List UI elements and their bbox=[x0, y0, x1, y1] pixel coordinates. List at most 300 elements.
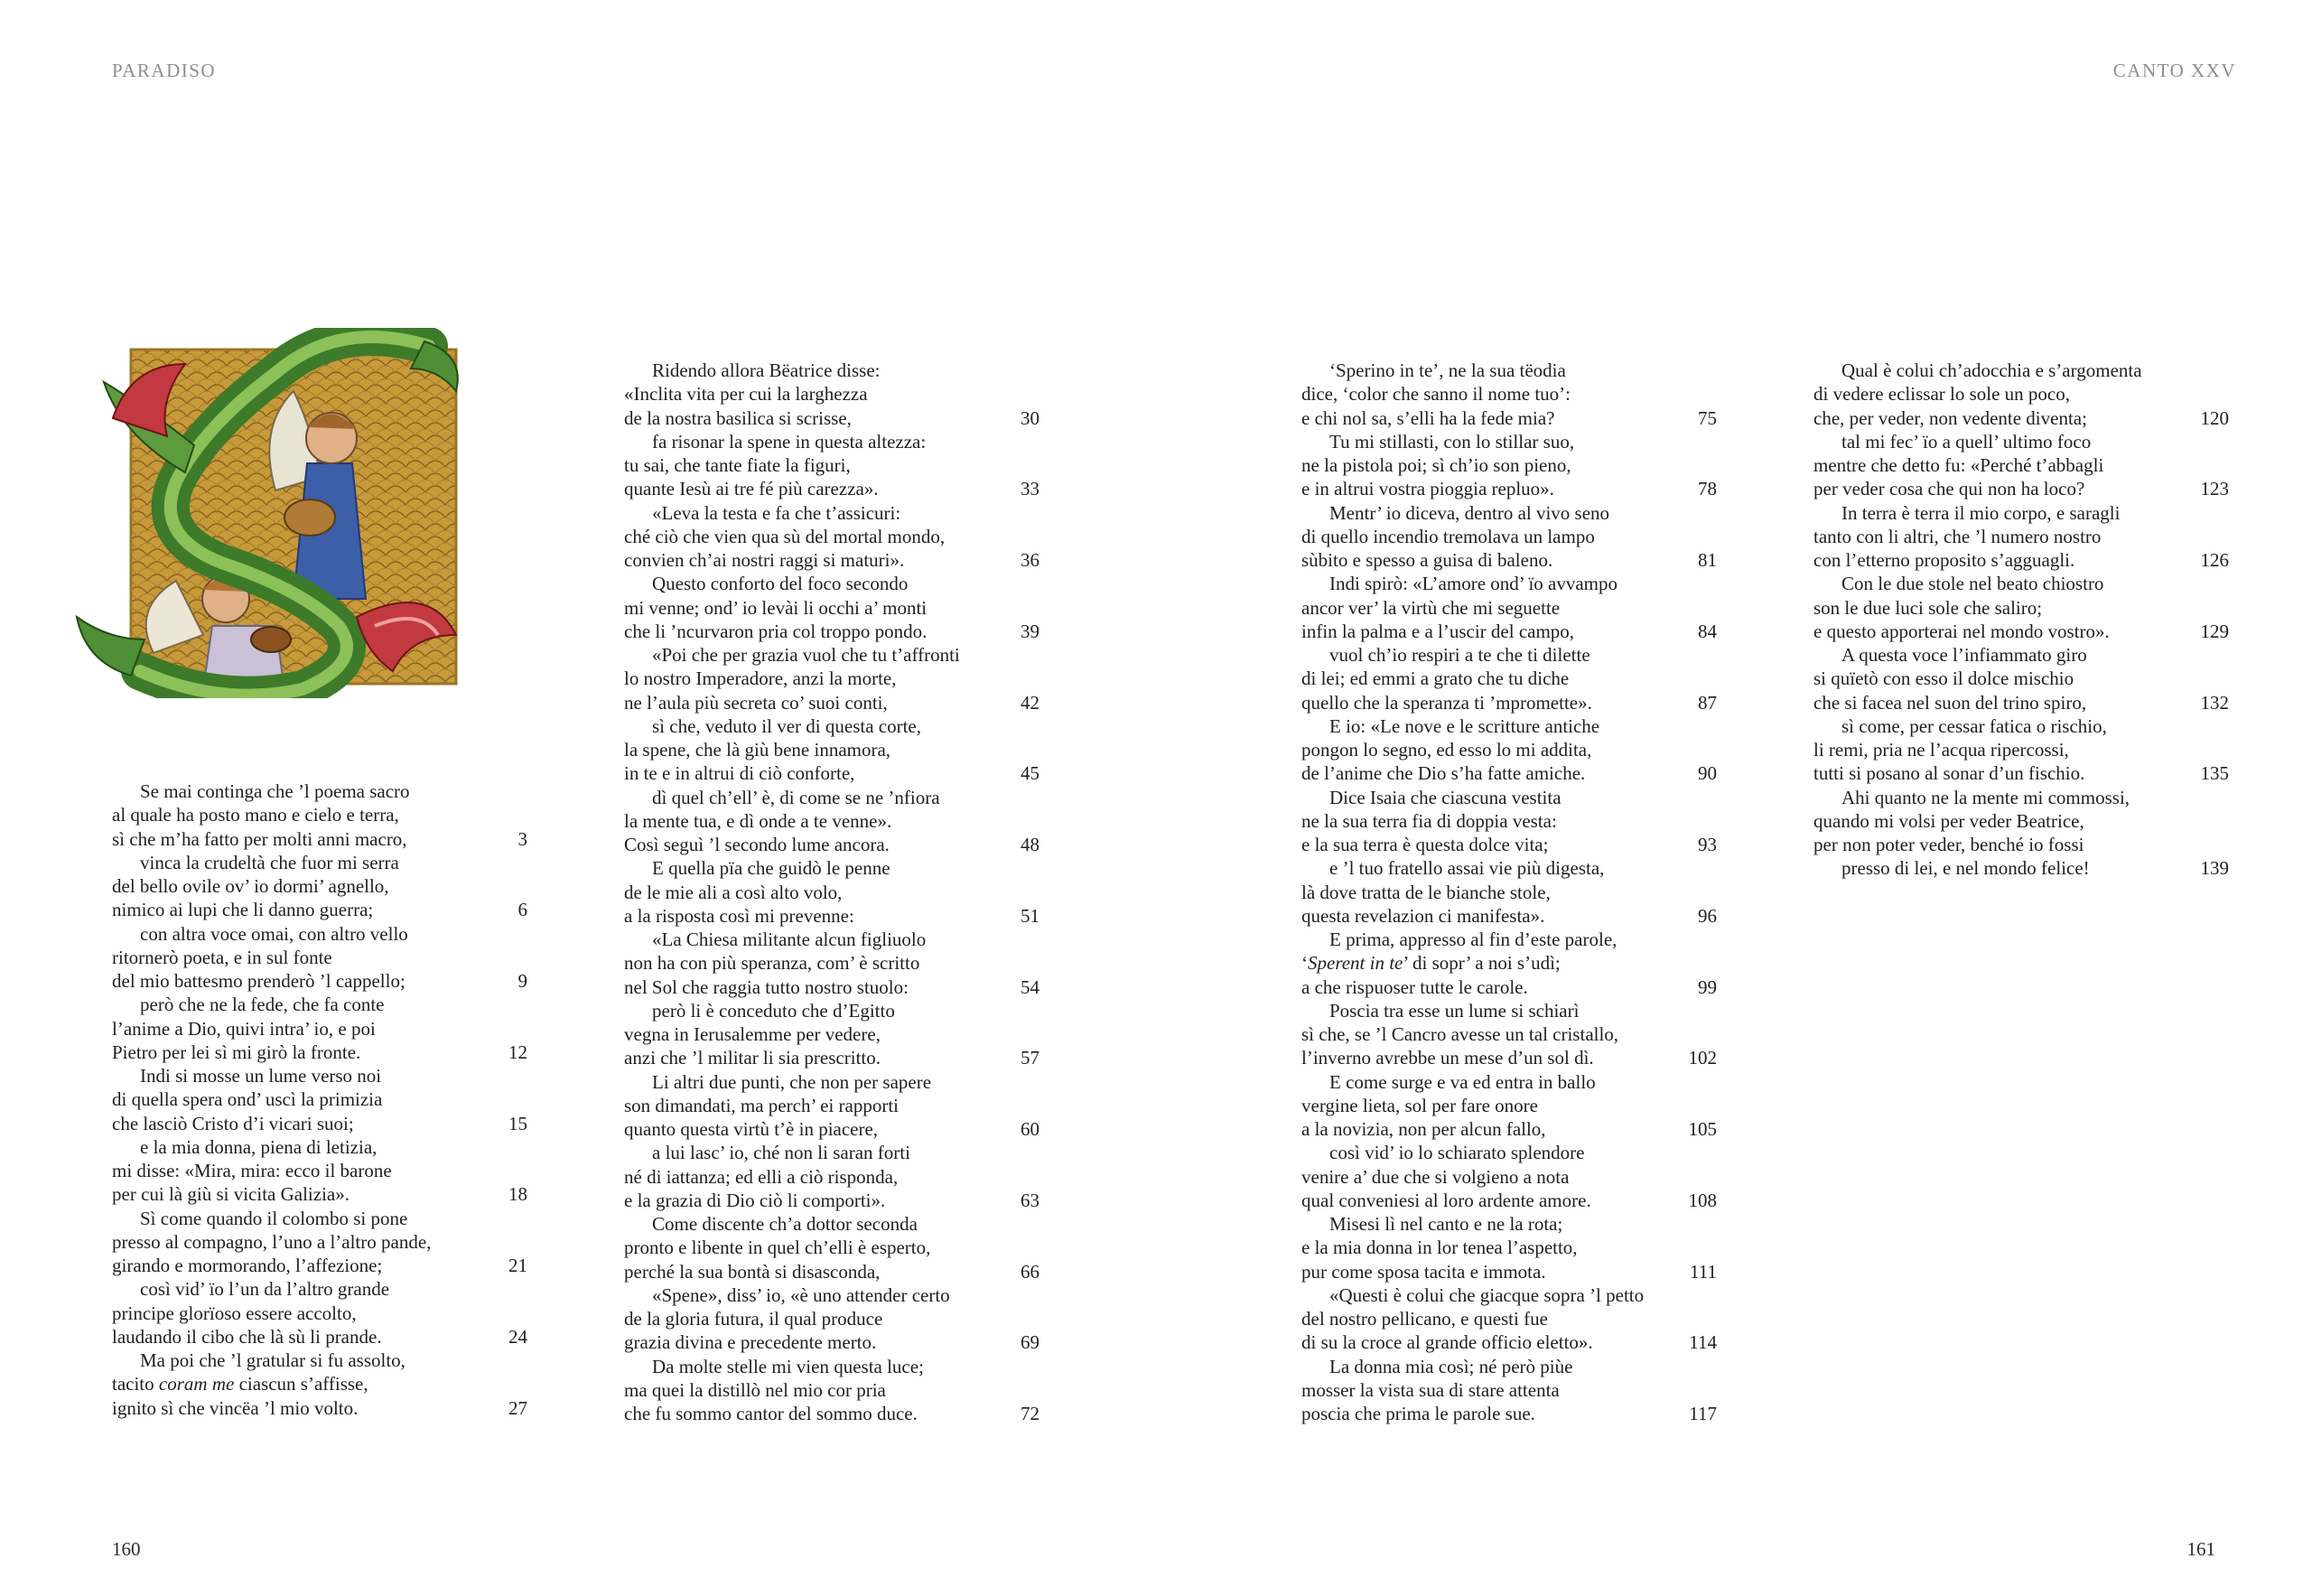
line-number: 117 bbox=[1689, 1403, 1717, 1424]
verse-text: ignito sì che vincëa ’l mio volto. bbox=[112, 1396, 359, 1419]
verse-line bbox=[624, 1165, 1039, 1189]
line-number: 90 bbox=[1698, 762, 1717, 785]
verse-text: sì che, veduto il ver di questa corte, bbox=[652, 714, 921, 737]
verse-line bbox=[1301, 1117, 1717, 1141]
verse-line bbox=[624, 1283, 1039, 1307]
verse-text: Con le due stole nel beato chiostro bbox=[1841, 573, 2104, 595]
verse-text: girando e mormorando, l’affezione; bbox=[112, 1255, 383, 1276]
verse-text: quando mi volsi per veder Beatrice, bbox=[1813, 809, 2084, 832]
verse-text: e questo apporterai nel mondo vostro». bbox=[1813, 620, 2110, 642]
line-number: 75 bbox=[1698, 406, 1717, 429]
line-number: 129 bbox=[2200, 620, 2229, 642]
page-number-left: 160 bbox=[112, 1538, 141, 1560]
verse-line bbox=[1813, 738, 2229, 761]
verse-line bbox=[624, 761, 1039, 785]
verse-text: «Poi che per grazia vuol che tu t’affronti bbox=[652, 644, 960, 666]
illuminated-initial-image bbox=[68, 328, 467, 698]
verse-text: così vid’ ïo l’un da l’altro grande bbox=[140, 1278, 390, 1301]
verse-text: «Questi è colui che giacque sopra ’l petto bbox=[1329, 1283, 1645, 1306]
verse-text: che, per veder, non vedente diventa; bbox=[1813, 406, 2087, 429]
verse-text: lo nostro Imperadore, anzi la morte, bbox=[624, 667, 897, 690]
verse-line bbox=[1301, 1236, 1717, 1259]
line-number: 39 bbox=[1021, 620, 1039, 642]
verse-line bbox=[624, 714, 1039, 738]
verse-text: Li altri due punti, che non per sapere bbox=[652, 1070, 932, 1093]
verse-line bbox=[624, 881, 1039, 904]
verse-text: dì quel ch’ell’ è, di come se ne ’nfiora bbox=[652, 786, 940, 808]
verse-text: «Leva la testa e fa che t’assicuri: bbox=[652, 501, 901, 524]
verse-text: Pietro per lei sì mi girò la fronte. bbox=[112, 1041, 361, 1063]
verse-line bbox=[1813, 359, 2229, 382]
verse-line bbox=[1813, 643, 2229, 667]
verse-text: si quïetò con esso il dolce mischio bbox=[1813, 667, 2074, 690]
verse-line bbox=[624, 1260, 1039, 1283]
verse-column-1 bbox=[112, 779, 527, 1420]
verse-text: e la sua terra è questa dolce vita; bbox=[1301, 834, 1549, 855]
verse-text: e la grazia di Dio ciò li comporti». bbox=[624, 1189, 886, 1211]
verse-text: vinca la crudeltà che fuor mi serra bbox=[140, 851, 399, 873]
line-number: 93 bbox=[1698, 834, 1717, 855]
verse-text: Mentr’ io diceva, dentro al vivo seno bbox=[1329, 501, 1610, 524]
verse-line bbox=[1301, 761, 1717, 785]
verse-text: di su la croce al grande officio eletto». bbox=[1301, 1331, 1593, 1354]
verse-line bbox=[624, 477, 1039, 500]
line-number: 45 bbox=[1021, 762, 1039, 785]
verse-text: son le due luci sole che saliro; bbox=[1813, 596, 2043, 619]
verse-text: ne la pistola poi; sì ch’io son pieno, bbox=[1301, 454, 1571, 476]
verse-text: quante Iesù ai tre fé più carezza». bbox=[624, 478, 879, 500]
verse-line bbox=[1301, 1378, 1717, 1402]
verse-text: venire a’ due che si volgieno a nota bbox=[1301, 1165, 1570, 1188]
line-number: 33 bbox=[1021, 478, 1039, 500]
line-number: 135 bbox=[2200, 762, 2229, 785]
line-number: 72 bbox=[1021, 1403, 1039, 1424]
verse-text-part: ciascun s’affisse, bbox=[234, 1373, 368, 1395]
verse-text: «Inclita vita per cui la larghezza bbox=[624, 383, 868, 406]
verse-line bbox=[112, 1254, 527, 1277]
verse-line bbox=[1813, 667, 2229, 690]
verse-line bbox=[1813, 453, 2229, 477]
verse-line bbox=[112, 851, 527, 874]
verse-text: non ha con più speranza, com’ è scritto bbox=[624, 952, 920, 975]
verse-line bbox=[112, 1135, 527, 1159]
verse-text: de l’anime che Dio s’ha fatte amiche. bbox=[1301, 762, 1586, 785]
verse-line bbox=[1301, 572, 1717, 595]
verse-line bbox=[112, 1349, 527, 1372]
verse-text: Ahi quanto ne la mente mi commossi, bbox=[1841, 786, 2130, 808]
verse-text: nel Sol che raggia tutto nostro stuolo: bbox=[624, 975, 909, 998]
verse-line bbox=[1301, 833, 1717, 856]
verse-line bbox=[112, 1041, 527, 1064]
verse-text: sì come, per cessar fatica o rischio, bbox=[1841, 714, 2107, 737]
verse-text: pongon lo segno, ed esso lo mi addita, bbox=[1301, 739, 1592, 761]
line-number: 102 bbox=[1688, 1047, 1717, 1069]
verse-line bbox=[1301, 928, 1717, 951]
verse-line bbox=[112, 1207, 527, 1230]
verse-line bbox=[624, 1070, 1039, 1094]
verse-italic-text: Sperent in te bbox=[1308, 952, 1403, 975]
verse-line bbox=[1813, 833, 2229, 856]
verse-text: Così seguì ’l secondo lume ancora. bbox=[624, 834, 890, 855]
verse-line bbox=[1301, 1402, 1717, 1425]
verse-line bbox=[624, 951, 1039, 975]
verse-text: de le mie ali a così alto volo, bbox=[624, 881, 843, 903]
line-number: 111 bbox=[1690, 1260, 1717, 1283]
verse-line bbox=[1301, 359, 1717, 382]
verse-line bbox=[624, 1378, 1039, 1402]
verse-line bbox=[624, 1330, 1039, 1354]
verse-line bbox=[1301, 501, 1717, 525]
verse-line bbox=[112, 1230, 527, 1254]
verse-text: né di iattanza; ed elli a ciò risponda, bbox=[624, 1165, 899, 1188]
verse-line bbox=[1813, 548, 2229, 572]
verse-line bbox=[624, 1189, 1039, 1212]
verse-line bbox=[1301, 1189, 1717, 1212]
verse-text: dice, ‘color che sanno il nome tuo’: bbox=[1301, 383, 1571, 406]
line-number: 42 bbox=[1021, 691, 1039, 714]
verse-text: Da molte stelle mi vien questa luce; bbox=[652, 1355, 924, 1377]
verse-line bbox=[624, 453, 1039, 477]
verse-italic-text: coram me bbox=[158, 1373, 235, 1395]
verse-text: del mio battesmo prenderò ’l cappello; bbox=[112, 970, 406, 992]
line-number: 105 bbox=[1688, 1118, 1717, 1140]
verse-text: sì che, se ’l Cancro avesse un tal cristallo, bbox=[1301, 1023, 1619, 1045]
verse-text: di lei; ed emmi a grato che tu diche bbox=[1301, 667, 1570, 690]
verse-line bbox=[112, 1087, 527, 1111]
verse-line bbox=[1301, 714, 1717, 738]
verse-text: convien ch’ai nostri raggi si maturi». bbox=[624, 549, 905, 571]
verse-text: laudando il cibo che là sù li prande. bbox=[112, 1325, 382, 1348]
verse-text: e la mia donna, piena di letizia, bbox=[140, 1135, 378, 1158]
line-number: 66 bbox=[1021, 1260, 1039, 1283]
verse-line bbox=[1301, 1094, 1717, 1117]
verse-line bbox=[1813, 856, 2229, 880]
verse-line bbox=[112, 803, 527, 826]
verse-line bbox=[1813, 406, 2229, 430]
verse-text: di vedere eclissar lo sole un poco, bbox=[1813, 383, 2070, 406]
verse-text: Misesi lì nel canto e ne la rota; bbox=[1329, 1213, 1563, 1235]
verse-line bbox=[1301, 1070, 1717, 1094]
line-number: 123 bbox=[2200, 478, 2229, 500]
verse-text: a che rispuoser tutte le carole. bbox=[1301, 975, 1528, 998]
verse-line bbox=[624, 620, 1039, 643]
verse-line bbox=[624, 691, 1039, 714]
verse-text bbox=[112, 1372, 368, 1395]
verse-line bbox=[624, 1307, 1039, 1330]
verse-text: al quale ha posto mano e cielo e terra, bbox=[112, 804, 399, 826]
verse-line bbox=[1813, 477, 2229, 500]
verse-line bbox=[624, 904, 1039, 928]
line-number: 48 bbox=[1021, 834, 1039, 855]
verse-line bbox=[624, 382, 1039, 406]
verse-line bbox=[1301, 999, 1717, 1022]
verse-line bbox=[624, 596, 1039, 620]
verse-line bbox=[1301, 453, 1717, 477]
verse-line bbox=[624, 928, 1039, 951]
verse-text: ‘Sperino in te’, ne la sua tëodia bbox=[1329, 359, 1566, 381]
verse-text: che li ’ncurvaron pria col troppo pondo. bbox=[624, 620, 928, 642]
verse-line bbox=[624, 1355, 1039, 1378]
verse-line bbox=[112, 993, 527, 1016]
line-number: 63 bbox=[1021, 1189, 1039, 1211]
line-number: 6 bbox=[517, 899, 527, 921]
verse-text: perché la sua bontà si disasconda, bbox=[624, 1260, 881, 1283]
verse-line bbox=[1813, 501, 2229, 525]
line-number: 126 bbox=[2200, 549, 2229, 571]
verse-text: e chi nol sa, s’elli ha la fede mia? bbox=[1301, 406, 1555, 429]
verse-line bbox=[624, 1402, 1039, 1425]
verse-text: Dice Isaia che ciascuna vestita bbox=[1329, 786, 1562, 808]
verse-text: mi venne; ond’ io levài li occhi a’ monti bbox=[624, 596, 928, 619]
verse-text: ritornerò poeta, e in sul fonte bbox=[112, 946, 332, 968]
line-number: 99 bbox=[1698, 975, 1717, 998]
line-number: 51 bbox=[1021, 904, 1039, 927]
verse-text: la spene, che là giù bene innamora, bbox=[624, 739, 891, 761]
verse-line bbox=[1301, 382, 1717, 406]
verse-line bbox=[1301, 1046, 1717, 1069]
verse-text: vergine lieta, sol per fare onore bbox=[1301, 1094, 1538, 1116]
verse-line bbox=[624, 809, 1039, 833]
verse-text: Ma poi che ’l gratular si fu assolto, bbox=[140, 1349, 406, 1371]
verse-text: ancor ver’ la virtù che mi seguette bbox=[1301, 596, 1561, 619]
verse-text: del nostro pellicano, e questi fue bbox=[1301, 1308, 1548, 1330]
verse-text: E come surge e va ed entra in ballo bbox=[1329, 1070, 1596, 1093]
verse-line bbox=[112, 1112, 527, 1135]
verse-text: li remi, pria ne l’acqua ripercossi, bbox=[1813, 739, 2069, 761]
verse-line bbox=[1301, 1165, 1717, 1189]
verse-text: A questa voce l’infiammato giro bbox=[1841, 644, 2087, 666]
verse-line bbox=[624, 856, 1039, 880]
verse-line bbox=[1301, 951, 1717, 975]
verse-line bbox=[624, 786, 1039, 809]
verse-text: son dimandati, ma perch’ ei rapporti bbox=[624, 1094, 900, 1116]
verse-line bbox=[1813, 572, 2229, 595]
verse-line bbox=[624, 975, 1039, 999]
verse-text: ché ciò che vien qua sù del mortal mondo, bbox=[624, 525, 946, 547]
verse-text: quello che la speranza ti ’mpromette». bbox=[1301, 691, 1592, 714]
verse-text: a la risposta così mi prevenne: bbox=[624, 904, 854, 927]
verse-text: mi disse: «Mira, mira: ecco il barone bbox=[112, 1160, 392, 1181]
verse-text: E prima, appresso al fin d’este parole, bbox=[1329, 929, 1617, 950]
verse-text: tanto con li altri, che ’l numero nostro bbox=[1813, 525, 2102, 547]
verse-text: vuol ch’io respiri a te che ti dilette bbox=[1329, 644, 1590, 666]
line-number: 132 bbox=[2200, 691, 2229, 714]
verse-text: del bello ovile ov’ io dormi’ agnello, bbox=[112, 875, 389, 897]
line-number: 57 bbox=[1021, 1047, 1039, 1069]
line-number: 87 bbox=[1698, 691, 1717, 714]
verse-line bbox=[1301, 596, 1717, 620]
line-number: 9 bbox=[517, 970, 527, 992]
verse-text: Poscia tra esse un lume si schiarì bbox=[1329, 999, 1580, 1022]
verse-text: con l’etterno proposito s’agguagli. bbox=[1813, 549, 2075, 571]
verse-text: Tu mi stillasti, con lo stillar suo, bbox=[1329, 430, 1575, 453]
page-number-right: 161 bbox=[2186, 1538, 2215, 1560]
verse-text: a lui lasc’ io, ché non li saran forti bbox=[652, 1142, 910, 1164]
running-head-left: PARADISO bbox=[112, 60, 217, 81]
verse-line bbox=[1301, 1330, 1717, 1354]
verse-column-3 bbox=[1301, 359, 1717, 1425]
line-number: 84 bbox=[1698, 620, 1717, 642]
verse-line bbox=[624, 430, 1039, 453]
verse-line bbox=[1813, 761, 2229, 785]
verse-text: Se mai continga che ’l poema sacro bbox=[140, 780, 410, 802]
running-head-right: CANTO XXV bbox=[2112, 60, 2236, 81]
line-number: 24 bbox=[508, 1325, 527, 1348]
verse-line bbox=[112, 1396, 527, 1420]
verse-text-part: ’ di sopr’ a noi s’udì; bbox=[1403, 952, 1561, 975]
verse-text: Sì come quando il colombo si pone bbox=[140, 1207, 408, 1229]
verse-text: Qual è colui ch’adocchia e s’argomenta bbox=[1841, 359, 2142, 381]
verse-line bbox=[112, 1372, 527, 1395]
verse-line bbox=[1813, 809, 2229, 833]
verse-line bbox=[624, 359, 1039, 382]
line-number: 108 bbox=[1688, 1189, 1717, 1211]
verse-text: e ’l tuo fratello assai vie più digesta, bbox=[1329, 857, 1605, 880]
verse-line bbox=[1301, 477, 1717, 500]
verse-text: questa revelazion ci manifesta». bbox=[1301, 904, 1545, 927]
verse-line bbox=[1301, 1260, 1717, 1283]
verse-line bbox=[112, 827, 527, 851]
verse-line bbox=[1301, 406, 1717, 430]
line-number: 120 bbox=[2200, 406, 2229, 429]
verse-text: tu sai, che tante fiate la figuri, bbox=[624, 454, 851, 476]
verse-text bbox=[1301, 951, 1561, 975]
verse-text: tal mi fec’ ïo a quell’ ultimo foco bbox=[1841, 430, 2092, 453]
verse-line bbox=[1301, 430, 1717, 453]
line-number: 78 bbox=[1698, 478, 1717, 500]
verse-text: l’anime a Dio, quivi intra’ io, e poi bbox=[112, 1017, 376, 1040]
verse-text: presso di lei, e nel mondo felice! bbox=[1841, 857, 2090, 880]
verse-line bbox=[1813, 430, 2229, 453]
verse-text: mentre che detto fu: «Perché t’abbagli bbox=[1813, 454, 2104, 476]
verse-line bbox=[112, 1277, 527, 1301]
verse-line bbox=[624, 501, 1039, 525]
verse-text: Indi spirò: «L’amore ond’ ïo avvampo bbox=[1329, 573, 1618, 595]
verse-text: «La Chiesa militante alcun figliuolo bbox=[652, 929, 927, 950]
verse-text: Come discente ch’a dottor seconda bbox=[652, 1213, 918, 1235]
verse-line bbox=[1301, 975, 1717, 999]
verse-text: La donna mia così; né però piùe bbox=[1329, 1355, 1573, 1377]
verse-text: in te e in altrui di ciò conforte, bbox=[624, 762, 855, 785]
verse-text: per veder cosa che qui non ha loco? bbox=[1813, 478, 2085, 500]
verse-line bbox=[1301, 548, 1717, 572]
line-number: 15 bbox=[508, 1112, 527, 1134]
verse-line bbox=[1301, 691, 1717, 714]
verse-line bbox=[624, 1117, 1039, 1141]
verse-text: di quella spera ond’ uscì la primizia bbox=[112, 1088, 383, 1111]
verse-text: poscia che prima le parole sue. bbox=[1301, 1403, 1535, 1424]
verse-line bbox=[1301, 809, 1717, 833]
verse-line bbox=[624, 643, 1039, 667]
verse-line bbox=[1813, 382, 2229, 406]
verse-line bbox=[1301, 1212, 1717, 1236]
verse-line bbox=[112, 898, 527, 921]
verse-text: che fu sommo cantor del sommo duce. bbox=[624, 1403, 918, 1424]
verse-line bbox=[112, 922, 527, 946]
verse-line bbox=[624, 548, 1039, 572]
verse-text: e in altrui vostra pioggia repluo». bbox=[1301, 478, 1554, 500]
line-number: 81 bbox=[1698, 549, 1717, 571]
line-number: 36 bbox=[1021, 549, 1039, 571]
line-number: 21 bbox=[508, 1255, 527, 1276]
verse-text: grazia divina e precedente merto. bbox=[624, 1331, 877, 1354]
verse-line bbox=[1301, 786, 1717, 809]
verse-text: de la gloria futura, il qual produce bbox=[624, 1308, 883, 1330]
verse-text: e la mia donna in lor tenea l’aspetto, bbox=[1301, 1237, 1578, 1259]
verse-line bbox=[1301, 1022, 1717, 1046]
verse-line bbox=[112, 779, 527, 803]
verse-line bbox=[624, 1046, 1039, 1069]
verse-text: però li è conceduto che d’Egitto bbox=[652, 999, 895, 1022]
verse-line bbox=[1301, 1283, 1717, 1307]
verse-text: là dove tratta de le bianche stole, bbox=[1301, 881, 1551, 903]
verse-text: ma quei la distillò nel mio cor pria bbox=[624, 1378, 886, 1401]
verse-line bbox=[624, 738, 1039, 761]
verse-line bbox=[1301, 620, 1717, 643]
verse-line bbox=[112, 1302, 527, 1325]
verse-line bbox=[1813, 691, 2229, 714]
verse-line bbox=[1301, 881, 1717, 904]
verse-line bbox=[1301, 856, 1717, 880]
verse-text: che si facea nel suon del trino spiro, bbox=[1813, 691, 2087, 714]
verse-text: principe glorïoso essere accolto, bbox=[112, 1302, 357, 1324]
verse-line bbox=[624, 1022, 1039, 1046]
verse-line bbox=[624, 1094, 1039, 1117]
line-number: 12 bbox=[508, 1041, 527, 1063]
verse-text: con altra voce omai, con altro vello bbox=[140, 922, 408, 945]
verse-text: mosser la vista sua di stare attenta bbox=[1301, 1378, 1560, 1401]
verse-line bbox=[112, 1182, 527, 1206]
verse-text: nimico ai lupi che li danno guerra; bbox=[112, 899, 374, 921]
verse-line bbox=[1301, 1141, 1717, 1164]
verse-line bbox=[1301, 667, 1717, 690]
line-number: 54 bbox=[1021, 975, 1039, 998]
verse-text: la mente tua, e dì onde a te venne». bbox=[624, 809, 892, 832]
verse-line bbox=[624, 999, 1039, 1022]
verse-text: infin la palma e a l’uscir del campo, bbox=[1301, 620, 1575, 642]
verse-text: pur come sposa tacita e immota. bbox=[1301, 1260, 1546, 1283]
verse-text: sùbito e spesso a guisa di baleno. bbox=[1301, 549, 1553, 571]
verse-line bbox=[1301, 904, 1717, 928]
verse-line bbox=[1301, 1307, 1717, 1330]
verse-text: sì che m’ha fatto per molti anni macro, bbox=[112, 827, 407, 850]
verse-line bbox=[1813, 620, 2229, 643]
verse-text: vegna in Ierusalemme per vedere, bbox=[624, 1023, 881, 1045]
verse-line bbox=[1813, 525, 2229, 548]
verse-line bbox=[624, 667, 1039, 690]
verse-line bbox=[112, 946, 527, 969]
verse-line bbox=[624, 525, 1039, 548]
line-number: 139 bbox=[2200, 857, 2229, 880]
verse-text: E io: «Le nove e le scritture antiche bbox=[1329, 714, 1600, 737]
verse-text: «Spene», diss’ io, «è uno attender certo bbox=[652, 1283, 950, 1306]
line-number: 60 bbox=[1021, 1118, 1039, 1140]
line-number: 114 bbox=[1689, 1331, 1717, 1354]
verse-text: quanto questa virtù t’è in piacere, bbox=[624, 1118, 879, 1140]
verse-text: ne la sua terra fia di doppia vesta: bbox=[1301, 809, 1557, 832]
verse-line bbox=[1813, 786, 2229, 809]
verse-text: Ridendo allora Bëatrice disse: bbox=[652, 359, 881, 381]
verse-text: di quello incendio tremolava un lampo bbox=[1301, 525, 1595, 547]
verse-column-4 bbox=[1813, 359, 2229, 881]
verse-line bbox=[112, 1325, 527, 1349]
verse-line bbox=[624, 572, 1039, 595]
verse-line bbox=[1301, 525, 1717, 548]
verse-line bbox=[624, 833, 1039, 856]
verse-line bbox=[112, 969, 527, 993]
verse-text: a la novizia, non per alcun fallo, bbox=[1301, 1118, 1546, 1140]
line-number: 69 bbox=[1021, 1331, 1039, 1354]
